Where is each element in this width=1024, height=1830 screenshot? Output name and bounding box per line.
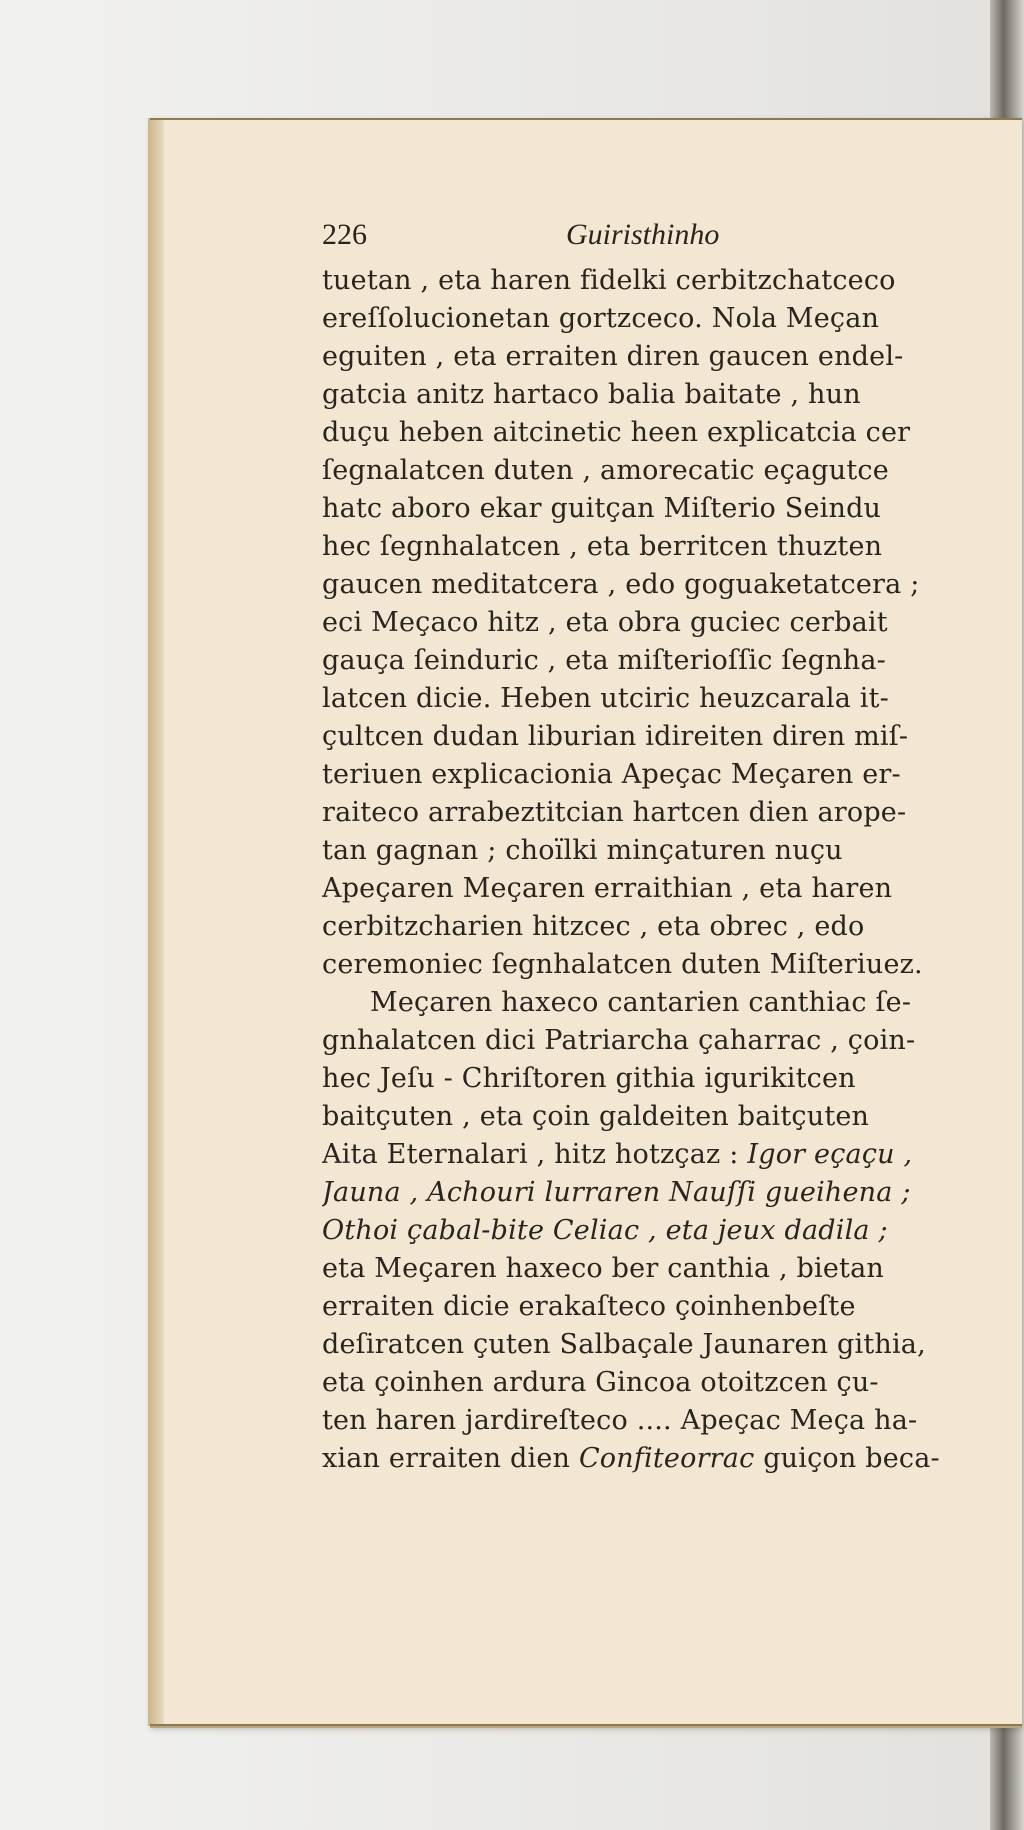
text-line: baitçuten , eta çoin galdeiten baitçuten (322, 1101, 870, 1132)
text-line: tuetan , eta haren fidelki cerbitzchatceco (322, 265, 896, 296)
text-segment: guiçon beca- (763, 1443, 940, 1474)
italic-segment: Confiteorrac (578, 1443, 755, 1474)
text-line: Jauna , Achouri lurraren Nauſſi gueihena ; (322, 1177, 911, 1208)
text-line: raiteco arrabeztitcian hartcen dien arope- (322, 797, 907, 828)
text-line: tan gagnan ; choïlki minçaturen nuçu (322, 835, 843, 866)
body-lines (322, 262, 1024, 1478)
text-line: ceremoniec ſegnhalatcen duten Miſteriuez. (322, 949, 923, 980)
text-segment: xian erraiten dien (322, 1443, 571, 1474)
running-title: Guiristhinho (566, 218, 720, 251)
text-line: hec Jeſu - Chriſtoren githia igurikitcen (322, 1063, 856, 1094)
text-line: Othoi çabal-bite Celiac , eta jeux dadila ; (322, 1215, 888, 1246)
text-line: teriuen explicacionia Apeçac Meçaren er- (322, 759, 901, 790)
text-line: ereſſolucionetan gortzceco. Nola Meçan (322, 303, 880, 334)
text-line: latcen dicie. Heben utciric heuzcarala it- (322, 683, 890, 714)
text-line: eta Meçaren haxeco ber canthia , bietan (322, 1253, 884, 1284)
text-line: ten haren jardireſteco .... Apeçac Meça ha- (322, 1405, 918, 1436)
text-line: deſiratcen çuten Salbaçale Jaunaren githia, (322, 1329, 926, 1360)
text-line (322, 1136, 1024, 1174)
italic-segment: Igor eçaçu , (747, 1139, 913, 1170)
text-line (322, 1440, 1024, 1478)
text-line: Meçaren haxeco cantarien canthiac ſe- (370, 987, 912, 1018)
text-line: çultcen dudan liburian idireiten diren miſ- (322, 721, 909, 752)
text-line: gatcia anitz hartaco balia baitate , hun (322, 379, 861, 410)
page-number: 226 (322, 218, 367, 251)
text-line: gnhalatcen dici Patriarcha çaharrac , çoin- (322, 1025, 916, 1056)
text-line: ſegnalatcen duten , amorecatic eçagutce (322, 455, 889, 486)
text-line: duçu heben aitcinetic heen explicatcia cer (322, 417, 911, 448)
text-line: cerbitzcharien hitzcec , eta obrec , edo (322, 911, 865, 942)
text-line: eguiten , eta erraiten diren gaucen endel- (322, 341, 904, 372)
text-line: hatc aboro ekar guitçan Miſterio Seindu (322, 493, 882, 524)
text-line: gaucen meditatcera , edo goguaketatcera ; (322, 569, 920, 600)
text-line: gauça ſeinduric , eta miſterioſſic ſegnha- (322, 645, 886, 676)
text-line: eta çoinhen ardura Gincoa otoitzcen çu- (322, 1367, 879, 1398)
page-header (170, 218, 990, 258)
text-line: Apeçaren Meçaren erraithian , eta haren (322, 873, 893, 904)
text-line: eci Meçaco hitz , eta obra guciec cerbait (322, 607, 888, 638)
text-line: erraiten dicie erakaſteco çoinhenbeſte (322, 1291, 856, 1322)
text-segment: Aita Eternalari , hitz hotzçaz : (322, 1139, 739, 1170)
text-line: hec ſegnhalatcen , eta berritcen thuzten (322, 531, 883, 562)
